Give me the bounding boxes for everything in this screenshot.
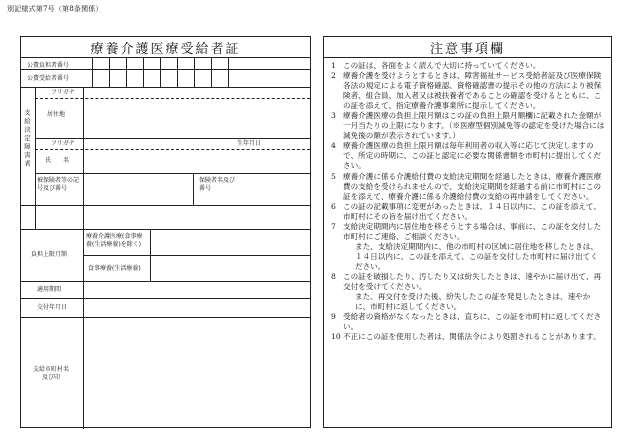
note-item: 7 支給決定期間内に居住地を移そうとする場合は、事前に、この証を交付した市町村にご連絡、ご相談ください。: [331, 221, 602, 241]
note-item: また、再交付を受けた後、紛失したこの証を発見したときは、速やかに、市町村に返してください。: [355, 292, 591, 312]
note-item: 5 療養介護に係る介護給付費の支給決定期間を経過したときは、療養介護医療費の支給を受けられませんので、支給決定期間を経過する前に市町村にこの証を添えて、療養介護に係る介護給付費の支給の再申請をしてください。: [331, 171, 602, 201]
burden-limit-label: 負担上限月額: [31, 251, 68, 258]
insurer-label: 保険者名及び番号: [199, 177, 236, 192]
address-field[interactable]: [83, 98, 310, 138]
note-item: 2 療養介護を受けようとするときは、障害福祉サービス受給者証及び医療保険各法の規定による電子資格確認、資格確認書の提示その他の方法により被保険者、組合員、加入者又は被扶養者であることの確認を受けるとともに、この証を添えて、指定療養介護事業所に提示してください。: [331, 71, 602, 111]
issue-date-label: 交付年月日: [37, 304, 68, 311]
note-item: 8 この証を破損したり、汚したり又は紛失したときは、速やかに届け出て、再交付を受けてください。: [331, 271, 602, 292]
name-label: 氏 名: [45, 157, 70, 164]
care-medical-cost-label: 療養介護医療(食事療養(生活療養)を除く): [86, 233, 143, 248]
furigana2-label: フリガナ: [51, 140, 75, 147]
note-item: また、支給決定期間内に、他の市町村の区域に居住地を移したときは、１４日以内に、この証を添えて、この証を交付した市町村に届け出てください。: [355, 241, 598, 271]
municipality-label: 支給市町村名及び印: [32, 366, 69, 381]
certificate-card: [20, 36, 311, 428]
payer-number-boxes[interactable]: [92, 57, 229, 69]
notes-list: [331, 61, 605, 342]
address-label: 居住地: [47, 111, 66, 118]
furigana-label: フリガナ: [51, 89, 75, 96]
insured-symbol-label: 被保険者等の記号及び番号: [37, 177, 80, 192]
notes-title: 注意事項欄: [324, 37, 611, 58]
birthdate-label: 生年月日: [237, 140, 262, 147]
note-item: 10 不正にこの証を使用した者は、関係法令により処罰されることがあります。: [331, 332, 601, 342]
payer-number-label: 公費負担者番号: [27, 62, 70, 69]
recipient-side-label: 支給決定障害者: [23, 109, 31, 169]
note-item: 9 受給者の資格がなくなったときは、直ちに、この証を市町村に返してください。: [331, 312, 602, 332]
application-period-label: 適用期間: [37, 286, 62, 293]
recipient-number-boxes[interactable]: [92, 69, 229, 87]
certificate-title: 療養介護医療受給者証: [21, 37, 310, 58]
note-item: 3 療養介護医療の負担上限月額はこの証の負担上限月額欄に記載された金額が一月当たりの上限になります。（※医療型個別減免等の認定を受けた場合には減免後の額が表示されています。）: [331, 111, 605, 141]
recipient-number-label: 公費受給者番号: [27, 75, 70, 82]
form-number: 別記様式第7号（第8条関係）: [7, 5, 103, 13]
note-item: 1 この証は、各面をよく読んで大切に持っていてください。: [331, 61, 541, 70]
meal-cost-label: 食事療養(生活療養): [88, 265, 141, 272]
name-field[interactable]: [83, 149, 310, 173]
note-item: 6 この証の記載事項に変更があったときは、１４日以内に、この証を添えて、市町村にその旨を届け出てください。: [331, 201, 601, 221]
note-item: 4 療養介護医療の負担上限月額は毎年利用者の収入等に応じて決定しますので、所定の時期に、この証と認定に必要な関係書類を市町村に提出してください。: [331, 141, 602, 171]
notes-card: [323, 36, 612, 428]
